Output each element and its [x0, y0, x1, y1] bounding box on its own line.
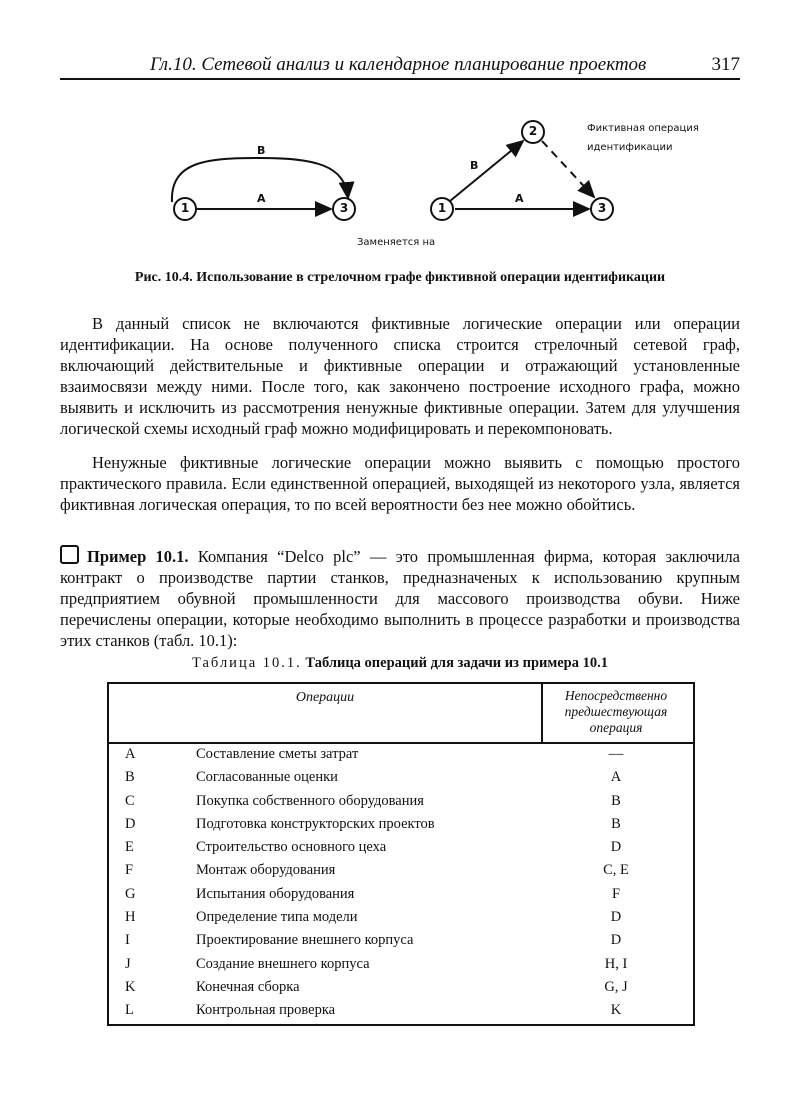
- op-code: F: [125, 862, 134, 879]
- op-code: J: [125, 955, 131, 972]
- right-node-1-label: 1: [437, 201, 447, 215]
- op-predecessor: A: [610, 769, 622, 786]
- table-title-text: Таблица операций для задачи из примера 10.1: [305, 655, 608, 671]
- column-divider: [541, 684, 543, 744]
- left-arrow-label: A: [257, 192, 266, 205]
- op-predecessor: K: [610, 1002, 622, 1019]
- left-arc-label: B: [257, 144, 266, 157]
- left-node-1-label: 1: [180, 201, 190, 215]
- table-row: [109, 930, 693, 953]
- example-label: Пример 10.1.: [87, 547, 189, 566]
- column-header-predecessor: Непосредственно предшествующая операция: [564, 688, 668, 735]
- op-code: C: [125, 792, 135, 809]
- op-predecessor: —: [608, 746, 624, 762]
- table-row: [109, 814, 693, 837]
- op-predecessor: G, J: [604, 978, 628, 995]
- op-name: Испытания оборудования: [196, 885, 355, 902]
- column-header-operations: Операции: [295, 690, 355, 705]
- checkbox-square-icon: [60, 545, 79, 564]
- op-predecessor: F: [611, 885, 621, 902]
- op-code: D: [125, 815, 136, 832]
- dummy-note-line2: идентификации: [587, 142, 673, 153]
- figure-10-4: [60, 110, 740, 260]
- op-name: Составление сметы затрат: [196, 746, 359, 762]
- op-code: B: [125, 769, 135, 786]
- op-name: Конечная сборка: [196, 978, 300, 995]
- table-row: [109, 837, 693, 860]
- dummy-note-line1: Фиктивная операция: [587, 123, 699, 134]
- page-header: [60, 52, 740, 80]
- op-code: H: [125, 909, 136, 926]
- table-row: [109, 1000, 693, 1023]
- op-code: A: [125, 746, 136, 762]
- op-name: Создание внешнего корпуса: [196, 955, 370, 972]
- op-name: Строительство основного цеха: [196, 839, 387, 856]
- op-predecessor: D: [610, 909, 622, 926]
- table-title: [60, 655, 740, 672]
- right-edge-b-label: B: [470, 159, 479, 172]
- replaced-by-label: Заменяется на: [357, 237, 436, 248]
- op-code: G: [125, 885, 136, 902]
- op-predecessor: H, I: [604, 955, 628, 972]
- op-name: Согласованные оценки: [196, 769, 338, 786]
- operations-table: [107, 682, 695, 1026]
- op-predecessor: B: [611, 815, 621, 832]
- table-body: [109, 744, 693, 1024]
- table-header: [109, 684, 693, 744]
- op-name: Проектирование внешнего корпуса: [196, 932, 414, 949]
- table-row: [109, 744, 693, 767]
- op-predecessor: B: [611, 792, 621, 809]
- table-row: [109, 791, 693, 814]
- op-name: Контрольная проверка: [196, 1002, 336, 1019]
- right-arrow-b: [450, 141, 523, 201]
- op-predecessor: D: [610, 932, 622, 949]
- op-name: Покупка собственного оборудования: [196, 792, 424, 809]
- example-text: Компания “Delco plc” — это промышленная фирма, которая заключила контракт о производстве партии станков, предназначеных к использованию крупным предприятием обувной промышленности для массового производства обуви. Ниже перечислены операции, которые необходимо выполнить в процессе разработки и производства этих станков (табл. 10.1):: [60, 547, 740, 650]
- op-predecessor: D: [610, 839, 622, 856]
- op-name: Определение типа модели: [196, 909, 358, 926]
- table-row: [109, 954, 693, 977]
- example-paragraph: [60, 545, 740, 651]
- table-row: [109, 907, 693, 930]
- op-code: E: [125, 839, 134, 856]
- running-title: Гл.10. Сетевой анализ и календарное планирование проектов: [150, 54, 647, 75]
- right-edge-a-label: A: [515, 192, 524, 205]
- op-code: I: [125, 932, 130, 949]
- left-node-3-label: 3: [339, 201, 349, 215]
- op-code: K: [125, 978, 136, 995]
- right-node-3-label: 3: [597, 201, 607, 215]
- paragraph-2: Ненужные фиктивные логические операции можно выявить с помощью простого практического правила. Если единственной операцией, выходящей из некоторого узла, является фиктивная логическая операция, то по всей вероятности без нее можно обойтись.: [60, 453, 740, 514]
- table-row: [109, 860, 693, 883]
- op-name: Подготовка конструкторских проектов: [196, 815, 435, 832]
- page-number: 317: [711, 54, 740, 75]
- table-label: Таблица 10.1.: [192, 655, 302, 671]
- table-row: [109, 767, 693, 790]
- op-predecessor: C, E: [603, 862, 629, 879]
- op-code: L: [125, 1002, 134, 1019]
- paragraph-1: В данный список не включаются фиктивные логические операции или операции идентификации. На основе полученного списка строится стрелочный сетевой граф, включающий действительные и фиктивные операции и отражающий установленные взаимосвязи между ними. После того, как закончено построение исходного графа, можно выявить и исключить из рассмотрения ненужные фиктивные операции. Затем для улучшения логической схемы исходный граф можно модифицировать и перекомпоновать.: [60, 314, 740, 438]
- table-row: [109, 884, 693, 907]
- figure-caption: Рис. 10.4. Использование в стрелочном графе фиктивной операции идентификации: [134, 270, 666, 285]
- op-name: Монтаж оборудования: [196, 862, 336, 879]
- table-row: [109, 977, 693, 1000]
- right-node-2-label: 2: [528, 124, 538, 138]
